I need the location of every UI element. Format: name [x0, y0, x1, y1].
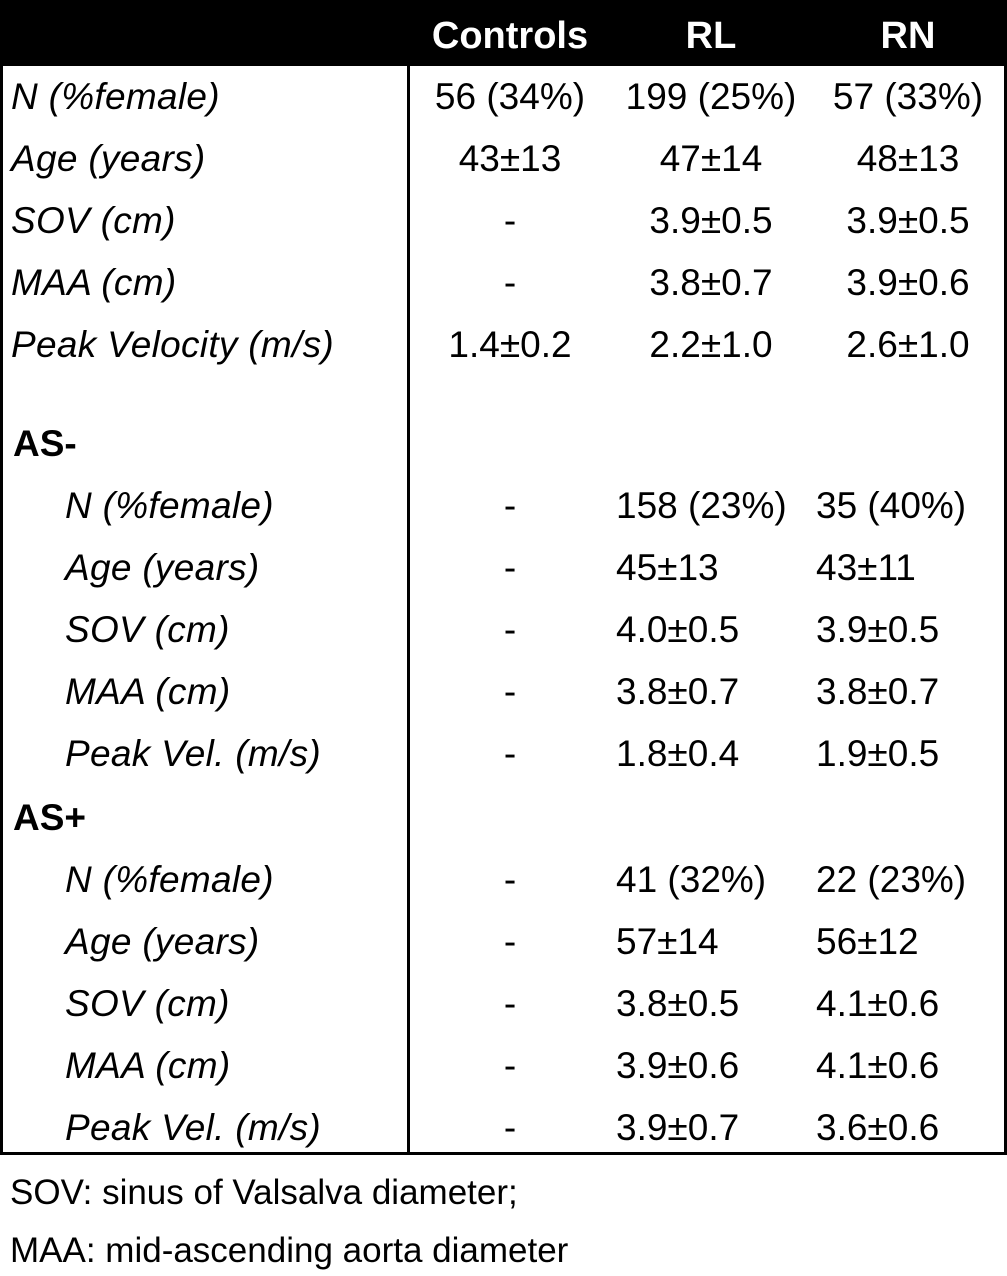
cell-controls: - — [503, 1107, 517, 1148]
table-row — [3, 190, 1004, 252]
cell-rn: 43±11 — [816, 547, 916, 588]
table-row — [3, 599, 1004, 661]
row-label: Age (years) — [65, 547, 260, 588]
table-row — [3, 252, 1004, 314]
cell-rn: 3.8±0.7 — [816, 671, 940, 712]
cell-rl: 45±13 — [616, 547, 719, 588]
row-label: Age (years) — [65, 921, 260, 962]
footnote-sov: SOV: sinus of Valsalva diameter; — [10, 1173, 518, 1212]
cell-rl: 199 (25%) — [625, 76, 797, 117]
cell-rn: 1.9±0.5 — [816, 733, 940, 774]
header-rn: RN — [880, 15, 936, 57]
table-header — [3, 3, 1004, 66]
cell-rn: 22 (23%) — [816, 859, 967, 900]
cell-rl: 57±14 — [616, 921, 719, 962]
table-row — [3, 661, 1004, 723]
cell-controls: - — [503, 547, 517, 588]
row-label: SOV (cm) — [11, 200, 176, 241]
cell-rn: 3.6±0.6 — [816, 1107, 940, 1148]
cell-rn: 2.6±1.0 — [846, 324, 970, 365]
cell-controls: - — [503, 733, 517, 774]
cell-rl: 3.8±0.5 — [616, 983, 740, 1024]
cell-rn: 57 (33%) — [832, 76, 984, 117]
cell-rl: 3.9±0.5 — [649, 200, 773, 241]
cell-rl: 47±14 — [659, 138, 763, 179]
cell-controls: - — [503, 262, 517, 303]
section-row-as-minus — [3, 413, 1004, 475]
table-row — [3, 1035, 1004, 1097]
cell-rn: 4.1±0.6 — [816, 983, 940, 1024]
cell-rl: 41 (32%) — [616, 859, 767, 900]
cell-rl: 2.2±1.0 — [649, 324, 773, 365]
table-row — [3, 475, 1004, 537]
cell-rl: 1.8±0.4 — [616, 733, 740, 774]
section-row-as-plus — [3, 787, 1004, 849]
row-label: MAA (cm) — [65, 1045, 231, 1086]
table-row — [3, 66, 1004, 128]
cell-controls: - — [503, 671, 517, 712]
cell-controls: - — [503, 859, 517, 900]
row-label: Peak Vel. (m/s) — [65, 733, 322, 774]
table-row — [3, 911, 1004, 973]
table-row — [3, 537, 1004, 599]
row-label: N (%female) — [11, 76, 220, 117]
cell-controls: 56 (34%) — [434, 76, 586, 117]
table-row — [3, 849, 1004, 911]
table-row — [3, 1097, 1004, 1159]
row-label: Peak Velocity (m/s) — [11, 324, 335, 365]
cell-rl: 158 (23%) — [616, 485, 787, 526]
cell-controls: - — [503, 485, 517, 526]
row-label: SOV (cm) — [65, 983, 230, 1024]
cell-controls: - — [503, 1045, 517, 1086]
cell-rn: 35 (40%) — [816, 485, 967, 526]
row-label: Peak Vel. (m/s) — [65, 1107, 322, 1148]
cell-controls: - — [503, 609, 517, 650]
cell-rl: 3.8±0.7 — [649, 262, 773, 303]
cell-rn: 56±12 — [816, 921, 919, 962]
row-label: MAA (cm) — [65, 671, 231, 712]
section-title-as-minus: AS- — [13, 423, 77, 464]
cell-controls: - — [503, 983, 517, 1024]
table-row — [3, 314, 1004, 376]
cell-rn: 3.9±0.5 — [816, 609, 940, 650]
row-label: N (%female) — [65, 485, 274, 526]
cell-controls: - — [503, 921, 517, 962]
table-row — [3, 128, 1004, 190]
cell-rl: 3.9±0.7 — [616, 1107, 740, 1148]
section-title-as-plus: AS+ — [13, 797, 87, 838]
cell-controls: 1.4±0.2 — [448, 324, 572, 365]
header-rl: RL — [685, 15, 737, 57]
cell-rl: 4.0±0.5 — [616, 609, 740, 650]
cell-controls: 43±13 — [458, 138, 562, 179]
table-row — [3, 723, 1004, 785]
footnote-maa: MAA: mid-ascending aorta diameter — [10, 1231, 569, 1270]
cell-controls: - — [503, 200, 517, 241]
table-row — [3, 973, 1004, 1035]
cell-rn: 48±13 — [856, 138, 960, 179]
cell-rn: 4.1±0.6 — [816, 1045, 940, 1086]
row-label: Age (years) — [11, 138, 206, 179]
cell-rn: 3.9±0.6 — [846, 262, 970, 303]
cell-rn: 3.9±0.5 — [846, 200, 970, 241]
row-label: MAA (cm) — [11, 262, 177, 303]
cell-rl: 3.8±0.7 — [616, 671, 740, 712]
row-label: N (%female) — [65, 859, 274, 900]
cell-rl: 3.9±0.6 — [616, 1045, 740, 1086]
header-controls: Controls — [431, 15, 589, 57]
row-label: SOV (cm) — [65, 609, 230, 650]
